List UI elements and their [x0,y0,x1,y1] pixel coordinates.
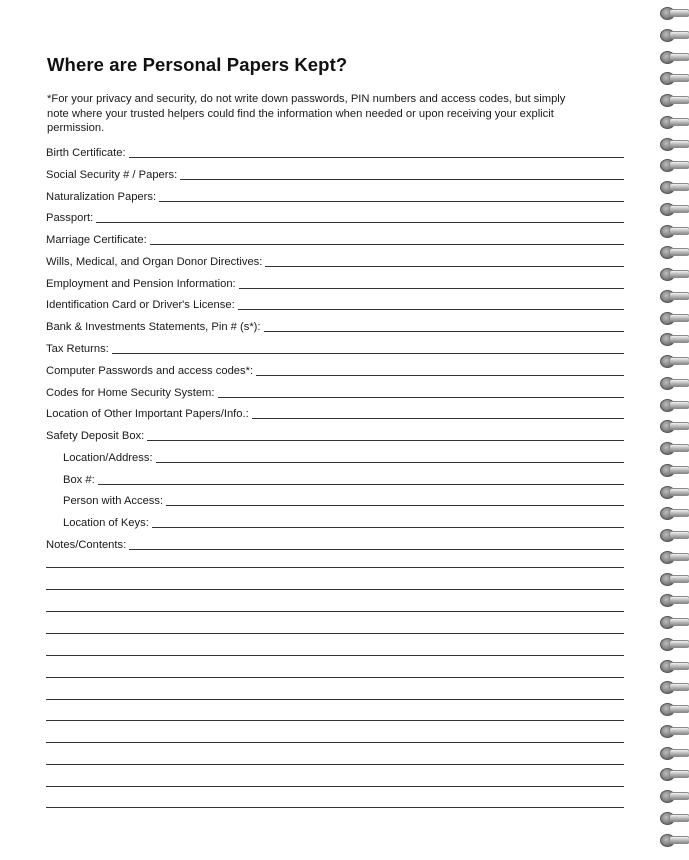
field-blank[interactable] [252,418,624,419]
binding-coil [655,572,689,586]
field-label: Tax Returns: [46,343,109,355]
binding-coil [655,615,689,629]
coil-wire [669,227,689,235]
field-blank[interactable] [129,549,624,550]
coil-wire [669,248,689,256]
field-blank[interactable] [152,527,624,528]
coil-wire [669,814,689,822]
field-other-papers [46,405,624,421]
binding-coil [655,463,689,477]
notes-line[interactable] [46,611,624,612]
notes-line[interactable] [46,699,624,700]
binding-coil [655,202,689,216]
page-title: Where are Personal Papers Kept? [47,54,348,75]
field-label: Bank & Investments Statements, Pin # (s*): [46,321,261,333]
coil-wire [669,662,689,670]
field-label: Computer Passwords and access codes*: [46,365,254,377]
field-wills-directives [46,253,624,269]
field-blank[interactable] [96,222,624,223]
coil-wire [669,161,689,169]
field-blank[interactable] [112,353,624,354]
coil-wire [669,270,689,278]
field-blank[interactable] [156,462,624,463]
field-label: Naturalization Papers: [46,191,157,203]
coil-wire [669,96,689,104]
coil-wire [669,9,689,17]
field-naturalization-papers [46,188,624,204]
coil-wire [669,531,689,539]
notes-line[interactable] [46,807,624,808]
field-label: Location of Keys: [63,517,149,529]
field-marriage-certificate [46,231,624,247]
coil-wire [669,53,689,61]
binding-coil [655,506,689,520]
binding-coil [655,680,689,694]
binding-coil [655,724,689,738]
field-label: Marriage Certificate: [46,234,147,246]
coil-wire [669,792,689,800]
field-blank[interactable] [264,331,624,332]
coil-wire [669,770,689,778]
binding-coil [655,137,689,151]
binding-coil [655,267,689,281]
binding-coil [655,28,689,42]
field-identification-card [46,296,624,312]
field-home-security-codes [46,384,624,400]
field-social-security [46,166,624,182]
field-label: Codes for Home Security System: [46,387,215,399]
field-label: Wills, Medical, and Organ Donor Directives: [46,256,263,268]
coil-wire [669,422,689,430]
binding-coil [655,419,689,433]
coil-wire [669,74,689,82]
field-label: Birth Certificate: [46,147,126,159]
coil-wire [669,466,689,474]
coil-wire [669,509,689,517]
binding-coil [655,746,689,760]
binding-coil [655,485,689,499]
field-blank[interactable] [218,397,625,398]
binding-coil [655,180,689,194]
field-tax-returns [46,340,624,356]
binding-coil [655,659,689,673]
coil-wire [669,183,689,191]
notes-line[interactable] [46,764,624,765]
field-birth-certificate [46,144,624,160]
coil-wire [669,575,689,583]
field-safety-deposit-box [46,427,624,443]
coil-wire [669,640,689,648]
field-label: Location of Other Important Papers/Info.: [46,408,249,420]
field-blank[interactable] [265,266,624,267]
field-box-location [63,449,624,465]
field-bank-investments [46,318,624,334]
notes-line[interactable] [46,720,624,721]
binding-coil [655,93,689,107]
field-blank[interactable] [166,505,624,506]
binding-coil [655,158,689,172]
coil-wire [669,444,689,452]
field-blank[interactable] [147,440,624,441]
field-label: Social Security # / Papers: [46,169,178,181]
coil-wire [669,292,689,300]
field-box-number [63,471,624,487]
field-label: Passport: [46,212,94,224]
coil-wire [669,401,689,409]
field-passport [46,209,624,225]
coil-wire [669,31,689,39]
coil-wire [669,596,689,604]
field-blank[interactable] [150,244,624,245]
notes-line[interactable] [46,742,624,743]
notes-line[interactable] [46,633,624,634]
coil-wire [669,357,689,365]
coil-wire [669,749,689,757]
coil-wire [669,618,689,626]
binding-coil [655,767,689,781]
binding-coil [655,289,689,303]
coil-wire [669,314,689,322]
binding-coil [655,245,689,259]
field-label: Notes/Contents: [46,539,127,551]
binding-coil [655,441,689,455]
field-computer-passwords [46,362,624,378]
field-label: Safety Deposit Box: [46,430,145,442]
binding-coil [655,376,689,390]
binding-coil [655,332,689,346]
field-blank[interactable] [238,309,624,310]
field-location-of-keys [63,514,624,530]
privacy-note: *For your privacy and security, do not write down passwords, PIN numbers and access codes, but simply note where your trusted helpers could find the information when needed or upon receiving your explicit permission. [47,93,566,134]
binding-coil [655,833,689,847]
coil-wire [669,705,689,713]
notes-line[interactable] [46,589,624,590]
coil-wire [669,836,689,844]
field-blank[interactable] [180,179,624,180]
coil-wire [669,118,689,126]
binding-coil [655,6,689,20]
field-blank[interactable] [239,288,624,289]
field-label: Employment and Pension Information: [46,278,236,290]
field-blank[interactable] [98,484,624,485]
binding-coil [655,311,689,325]
field-employment-pension [46,275,624,291]
field-blank[interactable] [256,375,624,376]
binding-coil [655,789,689,803]
binding-coil [655,702,689,716]
spiral-binding [655,0,689,860]
notes-line[interactable] [46,677,624,678]
field-person-with-access [63,492,624,508]
binding-coil [655,811,689,825]
coil-wire [669,205,689,213]
field-blank[interactable] [129,157,624,158]
coil-wire [669,335,689,343]
notes-line[interactable] [46,786,624,787]
coil-wire [669,683,689,691]
notes-line[interactable] [46,567,624,568]
field-blank[interactable] [159,201,624,202]
binding-coil [655,593,689,607]
binding-coil [655,71,689,85]
coil-wire [669,727,689,735]
binding-coil [655,354,689,368]
field-notes-contents [46,536,624,552]
field-label: Location/Address: [63,452,153,464]
coil-wire [669,379,689,387]
notes-line[interactable] [46,655,624,656]
field-label: Identification Card or Driver's License: [46,299,235,311]
binding-coil [655,528,689,542]
coil-wire [669,140,689,148]
coil-wire [669,488,689,496]
binding-coil [655,224,689,238]
coil-wire [669,553,689,561]
binding-coil [655,50,689,64]
binding-coil [655,637,689,651]
binding-coil [655,550,689,564]
binding-coil [655,115,689,129]
field-label: Person with Access: [63,495,164,507]
field-label: Box #: [63,474,95,486]
binding-coil [655,398,689,412]
